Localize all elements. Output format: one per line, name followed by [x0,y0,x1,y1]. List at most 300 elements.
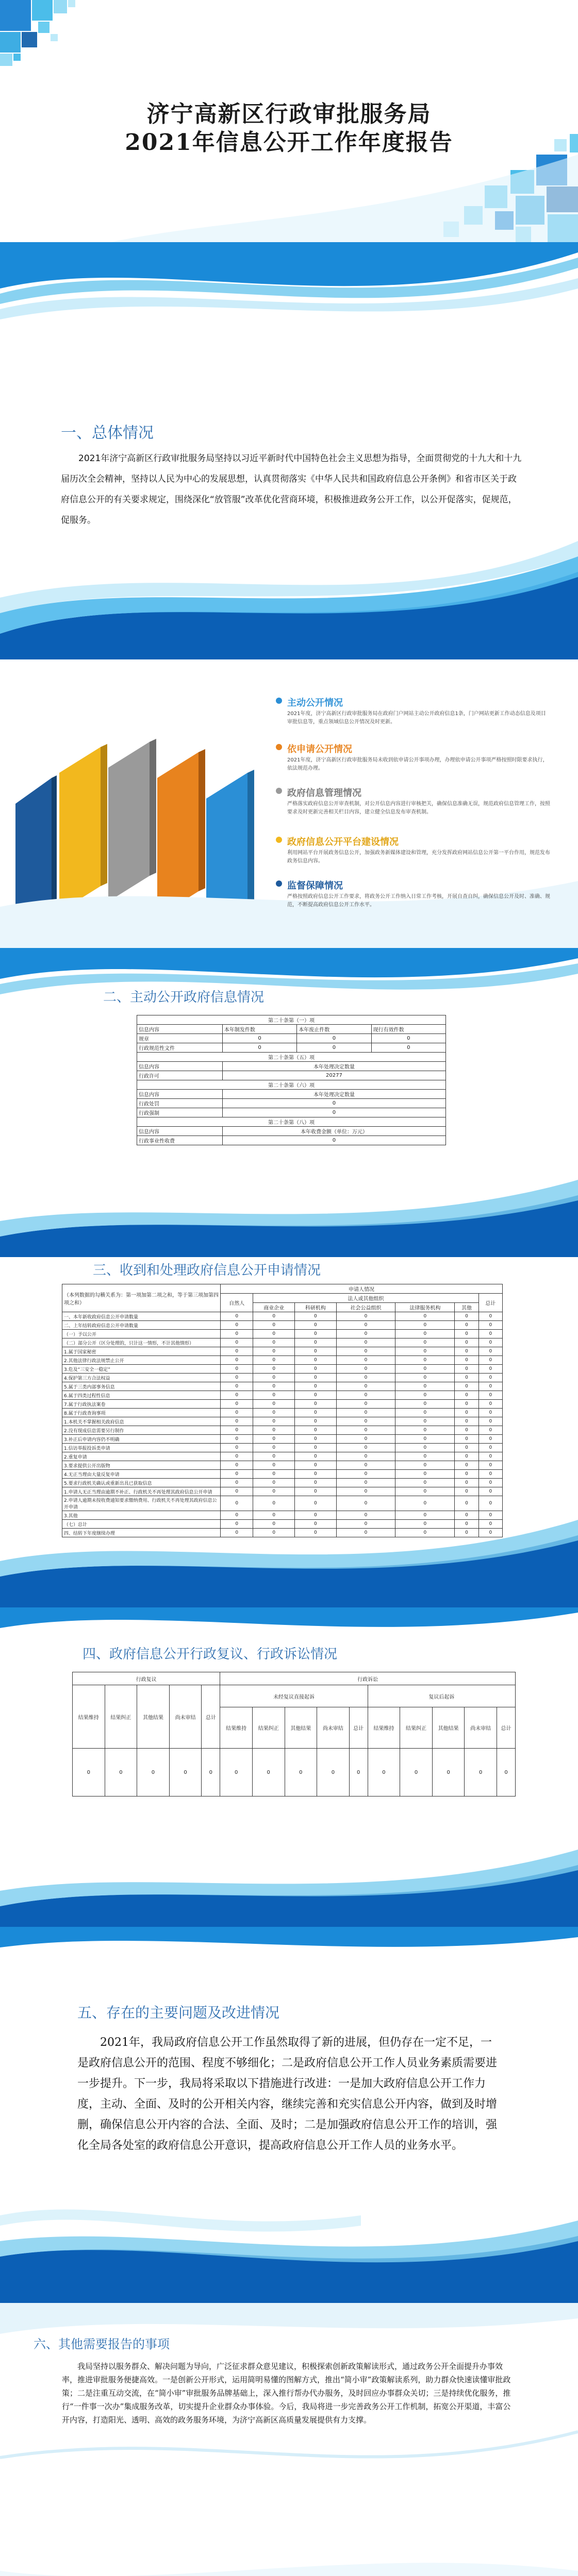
table-cell: 0 [221,1520,253,1529]
gray-dot-icon [276,788,282,794]
group3-header: 信息内容 [137,1090,223,1099]
table-cell: 0 [455,1347,478,1356]
table-cell: 0 [253,1470,295,1479]
table-cell: 0 [221,1356,253,1365]
row-label: 3.要求提供公开出版物 [62,1461,221,1470]
table-row [62,1347,503,1356]
legal-col-header: 其他 [455,1303,478,1312]
group1-header: 本年制发件数 [222,1025,296,1034]
table-cell: 0 [295,1382,337,1391]
table-cell: 0 [253,1409,295,1417]
row-label: 5.要求行政机关确认或重新出具已获取信息 [62,1479,221,1487]
table-cell: 0 [432,1749,465,1797]
table-cell: 0 [478,1479,502,1487]
row-label: 7.属于行政执法案卷 [62,1400,221,1409]
section6-body: 我局坚持以服务群众、解决问题为导向，广泛征求群众意见建议，积极探索创新政策解读形式，通过政务公开全面提升办事效率，推进审批服务便捷高效。一是创新公开形式，运用简明易懂的图解方式，推出“简小审”政策解读系列，助力群众快速读懂审批政策；二是注重互动交流，在“简小审”审批服务品牌基础上，深入推行帮办代办服务，及时回应办事群众关切；三是持续优化服务，推行“一件事一次办”集成服务改革，切实提升企业群众办事体验。今后，我局将进一步完善政务公开工作机制，拓宽公开渠道，丰富公开内容，打造阳光、透明、高效的政务服务环境，为济宁高新区高质量发展提供有力支撑。 [62,2362,511,2425]
table-row [62,1312,503,1321]
section5-title: 五、存在的主要问题及改进情况 [77,2004,280,2021]
table-cell: 0 [253,1356,295,1365]
table-cell: 0 [297,1043,371,1053]
table-cell: 0 [497,1749,516,1797]
table-cell: 0 [295,1321,337,1330]
table-cell: 0 [295,1470,337,1479]
group1-header: 信息内容 [137,1025,223,1034]
table-cell: 0 [455,1435,478,1444]
table-row [62,1330,503,1338]
applicant-header: 申请人情况 [221,1284,503,1294]
table-cell: 0 [455,1479,478,1487]
cover-panel [0,0,578,242]
table-cell: 规章 [137,1034,223,1043]
table-row [62,1511,503,1520]
row-label: 二、上年结转政府信息公开申请数量 [62,1321,221,1330]
table-cell: 行政处罚 [137,1099,223,1108]
section4-title: 四、政府信息公开行政复议、行政诉讼情况 [82,1647,338,1662]
table-cell: 0 [295,1409,337,1417]
table-cell: 0 [455,1382,478,1391]
table-row [62,1529,503,1537]
col-header: 结果维持 [368,1707,400,1749]
table-cell: 0 [395,1479,455,1487]
table-cell: 0 [221,1417,253,1426]
table-cell: 0 [221,1400,253,1409]
table-cell: 0 [455,1400,478,1409]
table-cell: 0 [478,1496,502,1511]
row-label: 4.无正当理由大量反复申请 [62,1470,221,1479]
group4-header: 本年收费金额（单位：万元） [222,1127,445,1136]
direct-header: 未经复议直接起诉 [220,1685,368,1707]
col-header: 尚未审结 [317,1707,350,1749]
table-row [62,1452,503,1461]
table-cell: 行政事业性收费 [137,1136,223,1145]
col-header: 结果维持 [220,1707,253,1749]
table-row [62,1338,503,1347]
table-cell: 0 [253,1374,295,1382]
section3-table [62,1284,503,1537]
table-cell: 0 [336,1470,395,1479]
table-cell: 0 [252,1749,285,1797]
col-header: 总计 [349,1707,368,1749]
row-label: 2.重复申请 [62,1452,221,1461]
col-header: 总计 [202,1685,220,1749]
row-label: 2.没有现成信息需要另行制作 [62,1426,221,1435]
table-cell: 0 [295,1391,337,1400]
table-cell: 0 [455,1487,478,1496]
table-cell: 0 [221,1511,253,1520]
table-cell: 0 [221,1312,253,1321]
table-cell: 0 [336,1365,395,1374]
table-cell: 0 [295,1461,337,1470]
table-row [62,1321,503,1330]
table-cell: 0 [253,1338,295,1347]
col-header: 结果维持 [73,1685,105,1749]
table-cell: 0 [253,1391,295,1400]
col-header: 结果纠正 [400,1707,433,1749]
table-cell: 0 [253,1365,295,1374]
table-cell: 0 [253,1382,295,1391]
natural-person-header: 自然人 [221,1294,253,1312]
table-cell: 0 [478,1461,502,1470]
table-cell: 0 [295,1520,337,1529]
table-cell: 0 [336,1529,395,1537]
table-cell: 0 [295,1374,337,1382]
table-cell: 0 [222,1099,445,1108]
table-cell: 0 [478,1347,502,1356]
table-cell: 0 [295,1400,337,1409]
group1-header: 本年废止件数 [297,1025,371,1034]
table-cell: 0 [349,1749,368,1797]
table-cell: 0 [478,1435,502,1444]
table-cell: 0 [478,1409,502,1417]
table-cell: 0 [336,1409,395,1417]
table-cell: 0 [295,1435,337,1444]
table-cell: 0 [253,1426,295,1435]
after-header: 复议后起诉 [368,1685,515,1707]
table-cell: 0 [221,1529,253,1537]
table-cell: 0 [336,1374,395,1382]
table-row [62,1374,503,1382]
report-title-line2: 2021年信息公开工作年度报告 [125,129,453,156]
table-cell: 0 [400,1749,433,1797]
table-cell: 0 [336,1347,395,1356]
table-cell: 0 [253,1330,295,1338]
table-cell: 0 [253,1479,295,1487]
table-cell: 0 [295,1330,337,1338]
table-row [62,1400,503,1409]
row-label: 5.属于三类内部事务信息 [62,1382,221,1391]
overview-item-supervision [276,878,554,920]
overview-item-text: 2021年度，济宁高新区行政审批服务局未收到依申请公开事项办理，办理依申请公开事项严格按照时限要求执行，依法规范办理。 [287,757,548,771]
overview-item-text: 严格按照政府信息公开工作要求，将政务公开工作纳入日常工作考核，开展自查自纠，确保信息公开及时、准确、规范，不断提高政府信息公开工作水平。 [287,894,550,908]
table-row [62,1470,503,1479]
overview-item-platform [276,835,554,876]
table-cell: 0 [336,1356,395,1365]
row-label: 3.补正后申请内容仍不明确 [62,1435,221,1444]
table-cell: 0 [222,1043,296,1053]
report-title-line1: 济宁高新区行政审批服务局 [146,101,432,127]
legal-col-header: 商业企业 [253,1303,295,1312]
table-row [62,1435,503,1444]
row-label: 四、结转下年度继续办理 [62,1529,221,1537]
section6-panel [0,2303,578,2576]
table-cell: 20277 [222,1071,445,1080]
table-cell: 行政规范性文件 [137,1043,223,1053]
table-cell: 0 [395,1511,455,1520]
table-cell: 0 [220,1749,253,1797]
table-cell: 0 [455,1470,478,1479]
table-cell: 0 [478,1312,502,1321]
table-cell: 0 [253,1347,295,1356]
table-cell: 0 [455,1374,478,1382]
section6-title: 六、其他需要报告的事项 [34,2337,170,2351]
table-cell: 0 [455,1444,478,1452]
legal-col-header: 社会公益组织 [336,1303,395,1312]
table-cell: 0 [253,1511,295,1520]
group3-header: 本年处理决定数量 [222,1090,445,1099]
table-cell: 0 [478,1400,502,1409]
table-cell: 0 [336,1382,395,1391]
table-row [62,1426,503,1435]
table-cell: 0 [478,1520,502,1529]
table-cell: 0 [222,1136,445,1145]
table-cell: 0 [253,1520,295,1529]
table-cell: 0 [221,1365,253,1374]
overview-item-active [276,696,554,737]
table-cell: 0 [336,1461,395,1470]
overview-panel [0,659,578,948]
table-cell: 0 [253,1417,295,1426]
row-label: 一、本年新收政府信息公开申请数量 [62,1312,221,1321]
litigation-header: 行政诉讼 [220,1672,516,1685]
table-cell: 0 [336,1338,395,1347]
blue-dot-icon [276,698,282,704]
table-row [62,1391,503,1400]
table-cell: 0 [253,1496,295,1511]
table-cell: 0 [221,1487,253,1496]
section5-panel [0,1927,578,2303]
table-row [62,1487,503,1496]
table-cell: 0 [395,1496,455,1511]
col-header: 结果纠正 [252,1707,285,1749]
table-cell: 0 [455,1511,478,1520]
col-header: 总计 [497,1707,516,1749]
table-cell: 0 [395,1435,455,1444]
table-cell: 0 [478,1426,502,1435]
table-cell: 0 [336,1330,395,1338]
section2-panel [0,948,578,1257]
group1-title: 第二十条第（一）项 [137,1015,446,1025]
table-cell: 0 [395,1426,455,1435]
table-cell: 0 [336,1417,395,1426]
section3-panel [0,1257,578,1607]
table-cell: 0 [395,1409,455,1417]
table-cell: 0 [455,1312,478,1321]
table-cell: 0 [221,1470,253,1479]
table-cell: 0 [478,1321,502,1330]
col-header: 尚未审结 [169,1685,202,1749]
row-label: 1.属于国家秘密 [62,1347,221,1356]
row-label: （七）总计 [62,1520,221,1529]
section1-title: 一、总体情况 [61,424,154,442]
table-cell: 0 [253,1321,295,1330]
legal-col-header: 法律服务机构 [395,1303,455,1312]
table-row [62,1382,503,1391]
group2-header: 信息内容 [137,1062,223,1071]
table-cell: 0 [295,1365,337,1374]
legal-header: 法人或其他组织 [253,1294,478,1303]
yellow-dot-icon [276,837,282,843]
table-cell: 0 [336,1391,395,1400]
table-cell: 0 [105,1749,137,1797]
row-label: 8.属于行政查询事项 [62,1409,221,1417]
table-cell: 0 [395,1470,455,1479]
overview-item-title: 监督保障情况 [287,880,343,891]
table-cell: 0 [336,1321,395,1330]
table-cell: 0 [253,1529,295,1537]
table-cell: 0 [455,1496,478,1511]
table-cell: 0 [478,1338,502,1347]
table-cell: 0 [295,1426,337,1435]
row-label: 1.本机关不掌握相关政府信息 [62,1417,221,1426]
table-row [62,1444,503,1452]
table-cell: 0 [221,1409,253,1417]
table-cell: 0 [295,1444,337,1452]
table-cell: 0 [478,1417,502,1426]
table-cell: 0 [221,1347,253,1356]
table-cell: 0 [395,1461,455,1470]
row-label: 1.信访举报投诉类申请 [62,1444,221,1452]
section1-body: 2021年济宁高新区行政审批服务局坚持以习近平新时代中国特色社会主义思想为指导，全面贯彻党的十九大和十九届历次全会精神，坚持以人民为中心的发展思想，认真贯彻落实《中华人民共和国政府信息公开条例》和省市区关于政府信息公开的有关要求规定，围绕深化“放管服”改革优化营商环境，积极推进政务公开工作，以公开促落实，促规范，促服务。 [61,453,522,526]
group3-title: 第二十条第（六）项 [137,1080,446,1090]
table-cell: 0 [297,1034,371,1043]
table-cell: 0 [478,1365,502,1374]
table-cell: 0 [295,1529,337,1537]
table-cell: 0 [455,1365,478,1374]
table-cell: 0 [221,1374,253,1382]
overview-item-management [276,786,554,832]
table-cell: 0 [395,1312,455,1321]
table-cell: 0 [478,1330,502,1338]
table-cell: 0 [395,1452,455,1461]
table-row [62,1479,503,1487]
table-cell: 0 [395,1347,455,1356]
table-cell: 0 [221,1452,253,1461]
table-cell: 0 [478,1529,502,1537]
table-cell: 0 [221,1496,253,1511]
row-label: 2.申请人逾期未按收费通知要求缴纳费用、行政机关不再处理其政府信息公开申请 [62,1496,221,1511]
table-cell: 0 [478,1356,502,1365]
table-cell: 0 [455,1426,478,1435]
table-cell: 0 [478,1487,502,1496]
table-cell: 0 [455,1409,478,1417]
table-cell: 0 [253,1312,295,1321]
overview-item-text: 严格落实政府信息公开审查机制，对公开信息内容进行审核把关，确保信息准确无误，规范政府信息管理工作，按照要求及时更新完善相关栏目内容，建立健全信息发布审查机制。 [287,801,550,815]
row-label: 3.危及“三安全一稳定” [62,1365,221,1374]
group4-header: 信息内容 [137,1127,223,1136]
section2-table [137,1015,446,1145]
table-cell: 0 [73,1749,105,1797]
table-cell: 0 [169,1749,202,1797]
table-cell: 0 [295,1496,337,1511]
table-cell: 0 [395,1382,455,1391]
overview-item-text: 2021年度，济宁高新区行政审批服务局在政府门户网站主动公开政府信息1条，门户网站更新工作动态信息及项目审批信息等，重点领域信息公开情况及时更新。 [287,711,546,725]
table-cell: 0 [395,1487,455,1496]
overview-item-title: 依申请公开情况 [287,744,352,755]
table-cell: 0 [455,1356,478,1365]
overview-item-text: 利用网站平台开展政务信息公开，加强政务新媒体建设和管理，充分发挥政府网站信息公开第一平台作用，规范发布政务信息内容。 [287,850,550,864]
col-header: 结果纠正 [105,1685,137,1749]
section2-title: 二、主动公开政府信息情况 [103,990,265,1005]
table-cell: 0 [295,1487,337,1496]
table-cell: 0 [336,1452,395,1461]
table-cell: 0 [395,1520,455,1529]
group1-header: 现行有效件数 [371,1025,445,1034]
table-cell: 0 [295,1417,337,1426]
table-row [62,1356,503,1365]
table-cell: 0 [336,1479,395,1487]
row-label: （二）部分公开（区分处理的，只计这一情形，不计其他情形） [62,1338,221,1347]
table-cell: 0 [478,1444,502,1452]
table-cell: 0 [295,1347,337,1356]
table-row [62,1496,503,1511]
table-cell: 0 [221,1435,253,1444]
review-header: 行政复议 [73,1672,220,1685]
table-cell: 0 [336,1520,395,1529]
table-cell: 0 [336,1312,395,1321]
table-cell: 0 [465,1749,497,1797]
navy-dot-icon [276,880,282,887]
table-cell: 0 [222,1034,296,1043]
table-cell: 0 [336,1444,395,1452]
table-cell: 0 [295,1511,337,1520]
table-cell: 0 [285,1749,317,1797]
col-header: 其他结果 [137,1685,170,1749]
table-cell: 0 [295,1356,337,1365]
table-cell: 0 [336,1400,395,1409]
table-cell: 0 [295,1452,337,1461]
total-header: 总计 [478,1294,502,1312]
table-cell: 0 [221,1321,253,1330]
table-cell: 0 [371,1034,445,1043]
group2-header: 本年处理决定数量 [222,1062,445,1071]
table-cell: 0 [478,1470,502,1479]
legal-col-header: 科研机构 [295,1303,337,1312]
table-cell: 0 [221,1479,253,1487]
overview-item-title: 主动公开情况 [287,698,343,708]
table-cell: 0 [478,1382,502,1391]
table-cell: 0 [336,1426,395,1435]
col-header: 尚未审结 [465,1707,497,1749]
group2-title: 第二十条第（五）项 [137,1053,446,1062]
table-cell: 0 [336,1496,395,1511]
table-cell: 0 [202,1749,220,1797]
table-cell: 0 [253,1461,295,1470]
table-row [62,1365,503,1374]
table-cell: 0 [478,1374,502,1382]
table-cell: 0 [222,1108,445,1117]
table-cell: 0 [221,1338,253,1347]
row-label: 2.其他法律行政法规禁止公开 [62,1356,221,1365]
table-cell: 0 [395,1400,455,1409]
table-cell: 0 [395,1529,455,1537]
table-cell: 行政许可 [137,1071,223,1080]
table-cell: 0 [221,1461,253,1470]
table-cell: 0 [295,1479,337,1487]
table-cell: 0 [336,1511,395,1520]
section3-title: 三、收到和处理政府信息公开申请情况 [93,1263,321,1278]
table-cell: 0 [478,1511,502,1520]
table-cell: 0 [221,1444,253,1452]
table-cell: 0 [295,1338,337,1347]
table-cell: 0 [455,1520,478,1529]
table-cell: 0 [253,1400,295,1409]
table-cell: 0 [295,1312,337,1321]
table-cell: 0 [455,1391,478,1400]
table-cell: 0 [368,1749,400,1797]
table-cell: 0 [455,1330,478,1338]
row-label: 1.申请人无正当理由逾期不补正、行政机关不再处理其政府信息公开申请 [62,1487,221,1496]
row-label: 4.保护第三方合法权益 [62,1374,221,1382]
table-cell: 0 [395,1365,455,1374]
table-row [62,1417,503,1426]
table-cell: 0 [253,1435,295,1444]
table-cell: 0 [395,1444,455,1452]
col-header: 其他结果 [432,1707,465,1749]
section4-panel [0,1607,578,1927]
table-row [62,1409,503,1417]
table-cell: 0 [371,1043,445,1053]
table-cell: 0 [336,1435,395,1444]
